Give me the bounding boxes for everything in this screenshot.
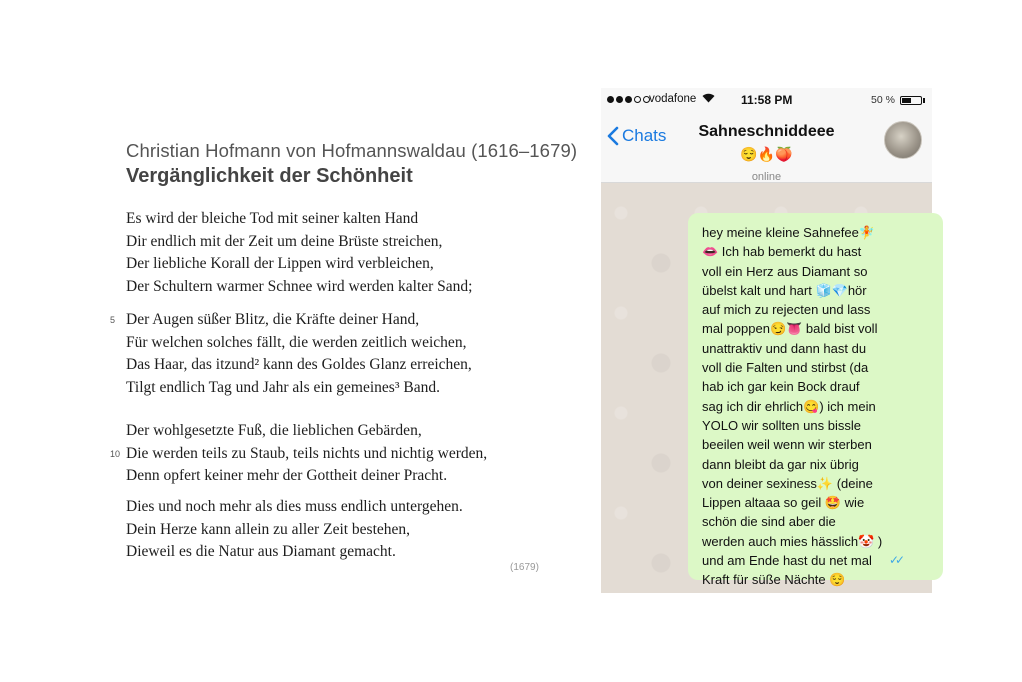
poem-line: Das Haar, das itzund² kann des Goldes Glanz erreichen, (126, 356, 472, 373)
presence-status: online (751, 171, 782, 183)
poem-line (110, 309, 472, 332)
chat-screenshot (601, 88, 932, 593)
battery-tip (923, 98, 925, 103)
message-line: mal poppen😏👅 bald bist voll (702, 321, 878, 337)
read-receipt-icon: ✓✓ (889, 553, 902, 567)
poem-title: Vergänglichkeit der Schönheit (126, 165, 413, 187)
status-bar (601, 88, 932, 112)
stanza-1 (126, 208, 472, 298)
message-line: YOLO wir sollten uns bissle (702, 417, 861, 433)
message-line: auf mich zu rejecten und lass (702, 302, 871, 318)
poem-line: Dir endlich mit der Zeit um deine Brüste streichen, (126, 232, 443, 250)
message-line: schön die sind aber die (702, 514, 836, 530)
stanza-4 (126, 496, 463, 564)
message-line: hey meine kleine Sahnefee🧚 (702, 225, 876, 240)
chat-header (601, 112, 932, 183)
battery-percentage: 50 % (871, 94, 895, 106)
stanza-2 (110, 309, 472, 399)
status-time: 11:58 PM (741, 93, 793, 107)
back-label: Chats (622, 126, 667, 145)
message-line: von deiner sexiness✨ (deine (702, 475, 873, 491)
poem-line: Denn opfert keiner mehr der Gottheit deiner Pracht. (126, 467, 448, 484)
poem-line: Der Schultern warmer Schnee wird werden kalter Sand; (126, 277, 473, 295)
message-line: voll die Falten und stirbst (da (702, 360, 869, 376)
poem-line: Für welchen solches fällt, die werden zeitlich weichen, (126, 333, 467, 351)
avatar[interactable] (884, 121, 922, 159)
poem-line: Es wird der bleiche Tod mit seiner kalten Hand (126, 210, 419, 227)
poem-line: Der wohlgesetzte Fuß, die lieblichen Gebärden, (126, 422, 422, 439)
poem-author: Christian Hofmann von Hofmannswaldau (1616–1679) (126, 140, 578, 161)
message-line: dann bleibt da gar nix übrig (702, 456, 859, 472)
contact-name[interactable]: Sahneschniddeee (698, 123, 835, 140)
battery-level-fill (902, 98, 911, 103)
line-number: 5 (110, 315, 116, 325)
outgoing-message-bubble[interactable] (688, 213, 943, 588)
message-line: beeilen weil wenn wir sterben (702, 437, 872, 453)
message-line: Kraft für süße Nächte 😌 (702, 572, 846, 588)
message-line: werden auch mies hässlich🤡 ) (702, 533, 883, 549)
carrier-name: vodafone (649, 93, 697, 105)
signal-strength-icon (607, 96, 650, 103)
line-number: 10 (110, 448, 121, 459)
battery-icon (900, 96, 922, 105)
contact-emoji: 😌🔥🍑 (740, 146, 793, 162)
poem-line: Der liebliche Korall der Lippen wird verbleichen, (126, 255, 434, 272)
poem-line (110, 443, 488, 466)
message-line: sag ich dir ehrlich😋) ich mein (702, 398, 876, 414)
poem-line: Tilgt endlich Tag und Jahr als ein gemeines³ Band. (126, 378, 440, 396)
message-line: 👄 Ich hab bemerkt du hast (702, 244, 862, 260)
stanza-3 (110, 420, 488, 488)
message-line: übelst kalt und hart 🧊💎hör (702, 282, 867, 298)
poem-line-text: Die werden teils zu Staub, teils nichts und nichtig werden, (126, 444, 488, 462)
poem-line: Dein Herze kann allein zu aller Zeit bestehen, (126, 520, 411, 538)
poem-line-text: Der Augen süßer Blitz, die Kräfte deiner Hand, (126, 311, 420, 328)
poem-line: Dies und noch mehr als dies muss endlich untergehen. (126, 498, 463, 515)
message-line: und am Ende hast du net mal (702, 553, 872, 569)
message-line: hab ich gar kein Bock drauf (702, 379, 860, 395)
message-line: Lippen altaaa so geil 🤩 wie (702, 495, 865, 511)
message-list[interactable] (601, 183, 932, 593)
wifi-icon (702, 93, 715, 106)
cropped-source-note: (1679) (510, 562, 539, 573)
poem-line: Dieweil es die Natur aus Diamant gemacht. (126, 543, 396, 560)
message-line: unattraktiv und dann hast du (702, 340, 867, 356)
message-line: voll ein Herz aus Diamant so (702, 263, 868, 279)
